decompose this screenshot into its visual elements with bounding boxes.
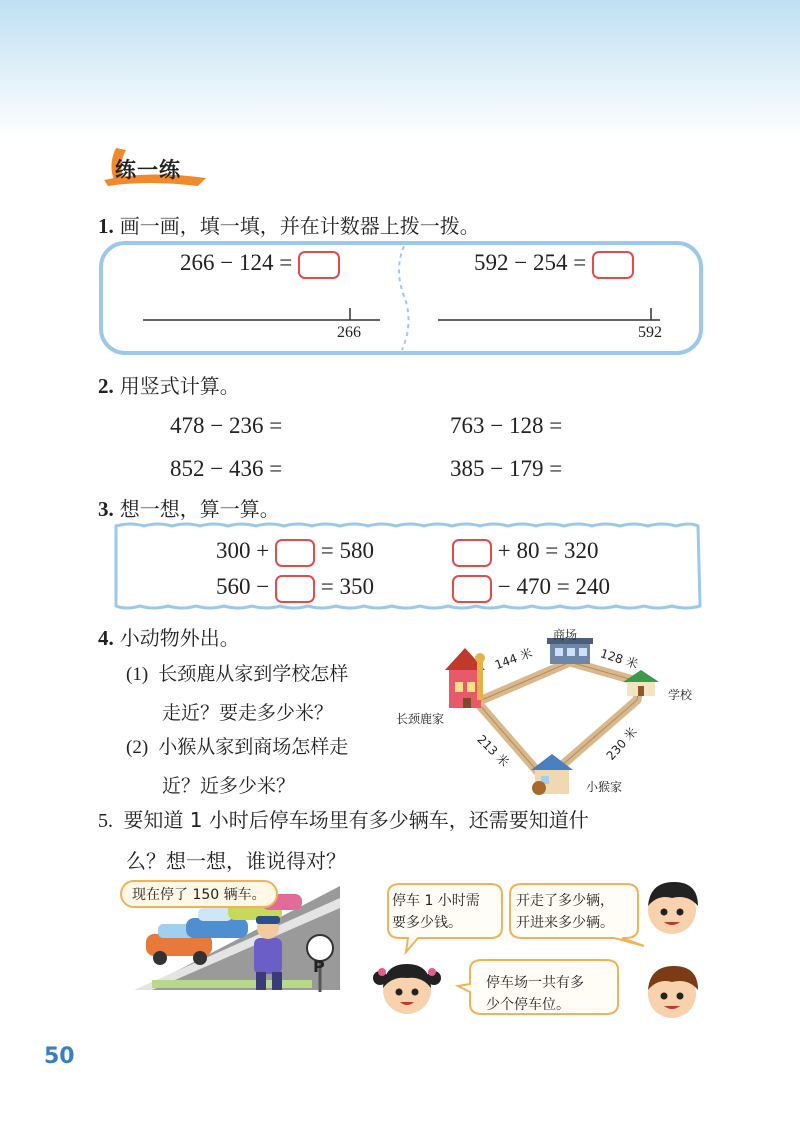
q1-right-equation: 592 − 254 = bbox=[474, 250, 634, 279]
boy-avatar-icon bbox=[640, 876, 706, 938]
parking-sign-icon: P bbox=[313, 957, 325, 976]
q5-question: 5. 要知道 1 小时后停车场里有多少辆车，还需要知道什 么？想一想，谁说得对？ bbox=[98, 808, 589, 873]
bubble-2-text: 开走了多少辆， 开进来多少辆。 bbox=[516, 893, 614, 931]
q2-equation-3: 852 − 436 = bbox=[170, 456, 283, 481]
map-label-giraffe-home: 长颈鹿家 bbox=[396, 712, 445, 726]
q3-eq4-answer-box[interactable] bbox=[452, 575, 492, 603]
q1-left-equation: 266 − 124 = bbox=[180, 250, 340, 279]
q1-right-answer-box[interactable] bbox=[592, 251, 634, 279]
q1-right-tick-label: 592 bbox=[638, 324, 662, 341]
q1-left-tick-label: 266 bbox=[337, 324, 361, 341]
header-band bbox=[0, 0, 800, 140]
giraffe-house-icon bbox=[445, 648, 485, 708]
q2-equation-2: 763 − 128 = bbox=[450, 413, 563, 438]
q3-equation-3: 560 − = 350 bbox=[216, 574, 374, 603]
q3-frame bbox=[110, 520, 704, 612]
q3-eq3-answer-box[interactable] bbox=[275, 575, 315, 603]
map-label-school: 学校 bbox=[668, 688, 693, 702]
q4-route-map bbox=[435, 620, 700, 805]
page-number: 50 bbox=[44, 1044, 75, 1069]
school-icon bbox=[623, 670, 659, 696]
q3-equation-2: + 80 = 320 bbox=[452, 538, 598, 567]
map-distance-213: 213 米 bbox=[474, 732, 512, 770]
boy-avatar-2-icon bbox=[640, 960, 706, 1022]
parking-count-sign: 现在停了 150 辆车。 bbox=[120, 880, 278, 908]
section-title: 练一练 bbox=[115, 158, 181, 182]
q3-equation-4: − 470 = 240 bbox=[452, 574, 610, 603]
q4-sub2: (2) 小猴从家到商场怎样走 近？近多少米？ bbox=[126, 736, 349, 797]
q3-eq2-answer-box[interactable] bbox=[452, 539, 492, 567]
map-distance-128: 128 米 bbox=[598, 646, 640, 672]
bubble-1-text: 停车 1 小时需 要多少钱。 bbox=[392, 893, 480, 931]
map-distance-144: 144 米 bbox=[492, 645, 535, 673]
map-label-monkey-home: 小猴家 bbox=[586, 780, 623, 794]
q4-title: 4. 小动物外出。 bbox=[98, 626, 240, 650]
q2-title: 2. 用竖式计算。 bbox=[98, 374, 240, 398]
map-distance-230: 230 米 bbox=[603, 724, 640, 763]
q1-title: 1. 画一画，填一填，并在计数器上拨一拨。 bbox=[98, 214, 480, 238]
bubble-3-text: 停车场一共有多 少个停车位。 bbox=[486, 975, 584, 1013]
q2-equation-4: 385 − 179 = bbox=[450, 456, 563, 481]
q3-equation-1: 300 + = 580 bbox=[216, 538, 374, 567]
q3-title: 3. 想一想，算一算。 bbox=[98, 497, 280, 521]
q4-sub1: (1) 长颈鹿从家到学校怎样 走近？要走多少米？ bbox=[126, 663, 349, 724]
q2-equation-1: 478 − 236 = bbox=[170, 413, 283, 438]
q3-eq1-answer-box[interactable] bbox=[275, 539, 315, 567]
q1-left-answer-box[interactable] bbox=[298, 251, 340, 279]
map-label-mall: 商场 bbox=[553, 628, 578, 642]
girl-avatar-icon bbox=[372, 956, 442, 1018]
